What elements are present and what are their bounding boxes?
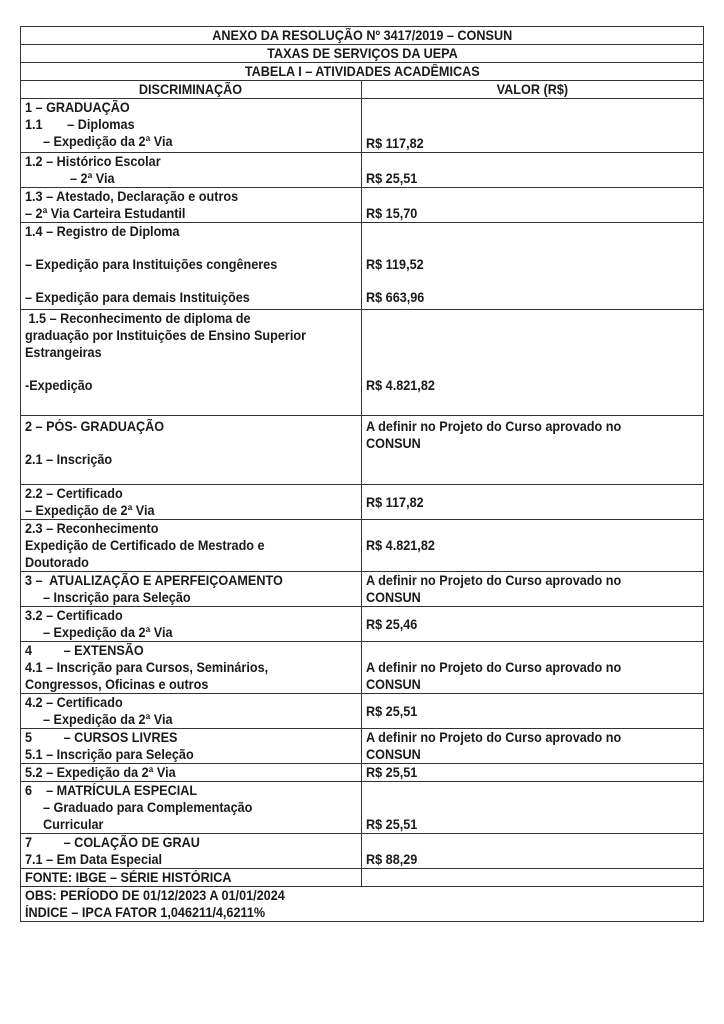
row-value: R$ 25,51 [362, 694, 704, 729]
row-value: A definir no Projeto do Curso aprovado no CONSUN [362, 416, 704, 485]
row-description: 6 – MATRÍCULA ESPECIAL – Graduado para Complementação Curricular [21, 782, 362, 834]
table-row [21, 188, 704, 223]
table-row [21, 520, 704, 572]
source-empty-cell [362, 869, 704, 887]
table-row [21, 642, 704, 694]
source-row [21, 869, 704, 887]
table-row [21, 99, 704, 153]
row-value: R$ 25,46 [362, 607, 704, 642]
table-row [21, 607, 704, 642]
table-row [21, 782, 704, 834]
row-description: 1.4 – Registro de Diploma – Expedição para Instituições congêneres – Expedição para demais Instituições [21, 223, 362, 310]
row-description: 1.5 – Reconhecimento de diploma de graduação por Instituições de Ensino Superior Estrangeiras -Expedição [21, 310, 362, 416]
table-row [21, 729, 704, 764]
row-value: A definir no Projeto do Curso aprovado no CONSUN [362, 642, 704, 694]
document-subtitle: TAXAS DE SERVIÇOS DA UEPA [21, 45, 704, 63]
row-description: 1 – GRADUAÇÃO 1.1 – Diplomas – Expedição da 2ª Via [21, 99, 362, 153]
observation-note: OBS: PERÍODO DE 01/12/2023 A 01/01/2024 ÍNDICE – IPCA FATOR 1,046211/4,6211% [21, 887, 704, 922]
column-header-valor: VALOR (R$) [362, 81, 704, 99]
row-description: 4 – EXTENSÃO 4.1 – Inscrição para Cursos, Seminários, Congressos, Oficinas e outros [21, 642, 362, 694]
column-header-discriminacao: DISCRIMINAÇÃO [21, 81, 362, 99]
row-description: 4.2 – Certificado – Expedição da 2ª Via [21, 694, 362, 729]
title-row [21, 27, 704, 45]
row-description: 1.2 – Histórico Escolar – 2ª Via [21, 153, 362, 188]
table-row [21, 764, 704, 782]
row-description: 2.2 – Certificado – Expedição de 2ª Via [21, 485, 362, 520]
row-description: 2 – PÓS- GRADUAÇÃO 2.1 – Inscrição [21, 416, 362, 485]
row-description: 7 – COLAÇÃO DE GRAU 7.1 – Em Data Especial [21, 834, 362, 869]
row-value: R$ 117,82 [362, 485, 704, 520]
row-value: R$ 119,52 R$ 663,96 [362, 223, 704, 310]
source-note: FONTE: IBGE – SÉRIE HISTÓRICA [21, 869, 362, 887]
table-row [21, 834, 704, 869]
row-value: R$ 25,51 [362, 153, 704, 188]
row-value: R$ 4.821,82 [362, 520, 704, 572]
table-row [21, 572, 704, 607]
row-value: A definir no Projeto do Curso aprovado no CONSUN [362, 572, 704, 607]
table-row [21, 416, 704, 485]
table-row [21, 153, 704, 188]
row-description: 2.3 – Reconhecimento Expedição de Certificado de Mestrado e Doutorado [21, 520, 362, 572]
table-row [21, 223, 704, 310]
fees-table [20, 26, 704, 922]
subtitle-row [21, 45, 704, 63]
row-value: R$ 25,51 [362, 782, 704, 834]
table-row [21, 310, 704, 416]
row-value: R$ 4.821,82 [362, 310, 704, 416]
table-row [21, 485, 704, 520]
row-description: 5 – CURSOS LIVRES 5.1 – Inscrição para Seleção [21, 729, 362, 764]
column-header-row [21, 81, 704, 99]
table-row [21, 694, 704, 729]
row-description: 5.2 – Expedição da 2ª Via [21, 764, 362, 782]
row-value: A definir no Projeto do Curso aprovado no CONSUN [362, 729, 704, 764]
row-value: R$ 15,70 [362, 188, 704, 223]
row-value: R$ 25,51 [362, 764, 704, 782]
document-title: ANEXO DA RESOLUÇÃO Nº 3417/2019 – CONSUN [21, 27, 704, 45]
document-page [20, 26, 703, 922]
table-title: TABELA I – ATIVIDADES ACADÊMICAS [21, 63, 704, 81]
row-description: 1.3 – Atestado, Declaração e outros – 2ª Via Carteira Estudantil [21, 188, 362, 223]
row-value: R$ 117,82 [362, 99, 704, 153]
observation-row [21, 887, 704, 922]
row-description: 3 – ATUALIZAÇÃO E APERFEIÇOAMENTO – Inscrição para Seleção [21, 572, 362, 607]
table-title-row [21, 63, 704, 81]
row-description: 3.2 – Certificado – Expedição da 2ª Via [21, 607, 362, 642]
row-value: R$ 88,29 [362, 834, 704, 869]
